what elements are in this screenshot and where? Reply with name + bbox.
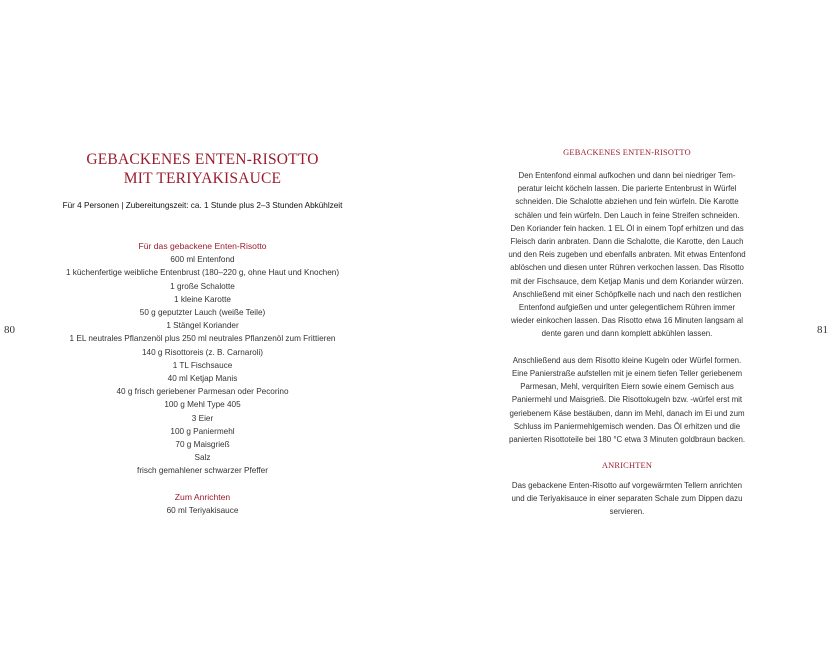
ingredient-item: 40 g frisch geriebener Parmesan oder Pecorino: [116, 387, 289, 397]
ingredient-item: 1 kleine Karotte: [174, 294, 231, 304]
paragraph-line: dente garen und dann komplett abkühlen lassen.: [541, 329, 713, 339]
ingredient-section-heading: Zum Anrichten: [174, 491, 231, 502]
paragraph-line: schälen und fein würfeln. Den Lauch in feine Streifen schneiden.: [514, 210, 740, 220]
page-number-left: 80: [4, 324, 15, 336]
ingredient-item: 1 große Schalotte: [170, 281, 235, 291]
ingredient-item: 1 EL neutrales Pflanzenöl plus 250 ml neutrales Pflanzenöl zum Frittieren: [69, 334, 336, 344]
ingredient-item: 1 küchenfertige weibliche Entenbrust (180–220 g, ohne Haut und Knochen): [65, 268, 340, 278]
ingredient-item: Salz: [194, 453, 211, 463]
serving-heading: ANRICHTEN: [601, 461, 653, 471]
recipe-title-line: MIT TERIYAKISAUCE: [123, 170, 282, 187]
ingredient-item: 100 g Paniermehl: [170, 426, 235, 436]
paragraph-line: Anschließend aus dem Risotto kleine Kugeln oder Würfel formen.: [512, 355, 742, 365]
paragraph-line: schneiden. Die Schalotte abziehen und fein würfeln. Die Karotte: [515, 197, 739, 207]
ingredient-item: 100 g Mehl Type 405: [164, 400, 241, 410]
spacer: [483, 446, 771, 459]
paragraph-line: Das gebackene Enten-Risotto auf vorgewärmten Tellern anrichten: [511, 480, 743, 490]
paragraph-line: ablöschen und diesen unter Rühren verkochen lassen. Das Risotto: [510, 263, 744, 273]
ingredient-item: 3 Eier: [191, 413, 214, 423]
paragraph-line: wieder einkochen lassen. Das Risotto etwa 16 Minuten langsam al: [510, 316, 744, 326]
paragraph-line: Parmesan, Mehl, verquirlten Eiern sowie einem Gemisch aus: [520, 382, 734, 392]
paragraph-line: Anschließend mit einer Schöpfkelle nach und nach den restlichen: [512, 289, 742, 299]
left-page: [30, 0, 375, 665]
page-number-right: 81: [817, 324, 828, 336]
ingredient-item: 140 g Risottoreis (z. B. Carnaroli): [141, 347, 264, 357]
ingredient-item: 50 g geputzter Lauch (weiße Teile): [139, 308, 266, 318]
ingredient-item: 600 ml Entenfond: [170, 255, 235, 265]
ingredient-item: 70 g Maisgrieß: [175, 440, 230, 450]
paragraph-line: Den Koriander fein hacken. 1 EL Öl in einem Topf erhitzen und das: [510, 223, 744, 233]
ingredient-list: [30, 240, 375, 517]
recipe-title-line: GEBACKENES ENTEN-RISOTTO: [86, 151, 319, 168]
paragraph-line: Schluss im Paniermehlgemisch wenden. Das Öl erhitzen und die: [513, 421, 741, 431]
spacer: [483, 341, 771, 354]
paragraph-line: Eine Panierstraße aufstellen mit je einem tiefen Teller geriebenem: [511, 369, 743, 379]
ingredient-item: 1 Stängel Koriander: [166, 321, 239, 331]
paragraph-line: peratur leicht köcheln lassen. Die parierte Entenbrust in Würfel: [517, 184, 737, 194]
method-heading: GEBACKENES ENTEN-RISOTTO: [563, 148, 691, 157]
right-page: [483, 0, 771, 665]
ingredient-section-heading: Für das gebackene Enten-Risotto: [138, 241, 267, 251]
ingredient-item: 1 TL Fischsauce: [172, 360, 233, 370]
ingredient-item: frisch gemahlener schwarzer Pfeffer: [137, 466, 268, 476]
paragraph-line: Entenfond aufgießen und unter gelegentlichem Rühren immer: [518, 303, 736, 313]
paragraph-line: servieren.: [609, 507, 645, 517]
ingredient-item: 60 ml Teriyakisauce: [166, 505, 239, 515]
recipe-title: [30, 150, 375, 188]
paragraph-line: geriebenem Käse bestäuben, dann im Mehl, danach im Ei und zum: [509, 408, 745, 418]
paragraph-line: und den Reis zugeben und ebenfalls anbraten. Mit etwas Entenfond: [508, 250, 746, 260]
paragraph-line: Paniermehl und Maisgrieß. Die Risottokugeln bzw. -würfel erst mit: [511, 395, 743, 405]
paragraph-line: und die Teriyakisauce in einer separaten Schale zum Dippen dazu: [511, 493, 743, 503]
paragraph-line: Den Entenfond einmal aufkochen und dann bei niedriger Tem-: [518, 171, 736, 180]
paragraph-line: panierten Risottoteile bei 180 °C etwa 3 Minuten goldbraun backen.: [508, 435, 746, 445]
ingredient-item: 40 ml Ketjap Manis: [167, 374, 238, 384]
method-text: [483, 169, 771, 518]
paragraph-line: mit der Fischsauce, dem Ketjap Manis und dem Koriander würzen.: [510, 276, 744, 286]
servings-info: Für 4 Personen | Zubereitungszeit: ca. 1 Stunde plus 2–3 Stunden Abkühlzeit: [62, 201, 343, 210]
spacer: [30, 478, 375, 491]
paragraph-line: Fleisch darin anbraten. Dann die Schalotte, die Karotte, den Lauch: [510, 237, 744, 247]
